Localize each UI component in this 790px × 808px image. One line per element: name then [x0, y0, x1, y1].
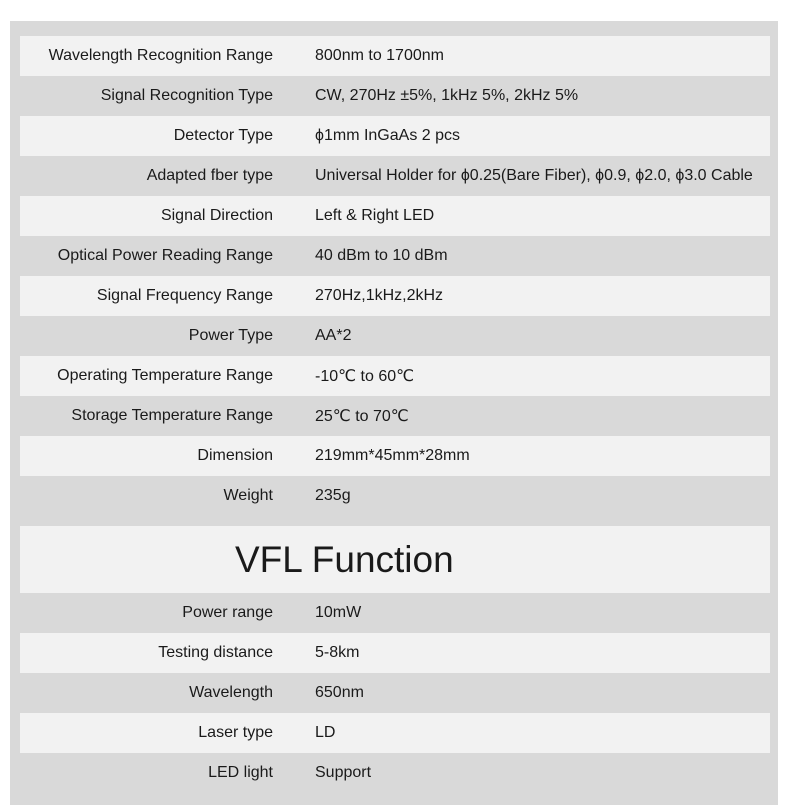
vfl-section-title: VFL Function: [235, 538, 454, 580]
spec-value: 270Hz,1kHz,2kHz: [315, 287, 444, 304]
vfl-label: Wavelength: [189, 684, 273, 701]
spec-label: Wavelength Recognition Range: [48, 47, 273, 64]
section-gap: [20, 516, 770, 526]
vfl-value: 5-8km: [315, 644, 360, 661]
vfl-label: Testing distance: [158, 644, 273, 661]
spec-label: Adapted fber type: [146, 167, 273, 184]
spec-row: [20, 116, 770, 156]
spec-value: 25℃ to 70℃: [315, 408, 409, 425]
spec-row: [20, 156, 770, 196]
spec-row: [20, 196, 770, 236]
spec-label: Storage Temperature Range: [71, 407, 273, 424]
vfl-value: Support: [315, 764, 372, 781]
vfl-label: Power range: [182, 604, 273, 621]
spec-table-frame: [10, 21, 778, 805]
spec-row: [20, 436, 770, 476]
spec-label: Signal Direction: [160, 207, 273, 224]
spec-row: [20, 276, 770, 316]
spec-label: Optical Power Reading Range: [57, 247, 273, 264]
spec-value: -10℃ to 60℃: [315, 368, 415, 385]
spec-row: [20, 356, 770, 396]
spec-value: 235g: [315, 487, 351, 504]
vfl-label: Laser type: [198, 724, 273, 741]
spec-row: [20, 76, 770, 116]
spec-label: Signal Frequency Range: [96, 287, 273, 304]
vfl-row: [20, 633, 770, 673]
spec-table: [20, 36, 770, 793]
spec-value: 219mm*45mm*28mm: [315, 447, 470, 464]
vfl-value: 10mW: [315, 604, 362, 621]
spec-label: Power Type: [188, 327, 273, 344]
vfl-value: LD: [315, 724, 336, 741]
vfl-label: LED light: [208, 764, 273, 781]
spec-label: Signal Recognition Type: [100, 87, 273, 104]
spec-label: Weight: [223, 487, 273, 504]
spec-value: 40 dBm to 10 dBm: [315, 247, 448, 264]
spec-row: [20, 236, 770, 276]
spec-value: AA*2: [315, 327, 352, 344]
spec-label: Operating Temperature Range: [57, 367, 273, 384]
vfl-row: [20, 713, 770, 753]
vfl-section-heading: [20, 526, 770, 593]
spec-label: Dimension: [197, 447, 273, 464]
vfl-row: [20, 593, 770, 633]
spec-value: Universal Holder for ϕ0.25(Bare Fiber), ϕ0.9, ϕ2.0, ϕ3.0 Cable: [315, 167, 753, 184]
spec-value: ϕ1mm InGaAs 2 pcs: [315, 127, 461, 144]
vfl-row: [20, 753, 770, 793]
vfl-value: 650nm: [315, 684, 364, 701]
vfl-row: [20, 673, 770, 713]
spec-value: 800nm to 1700nm: [315, 47, 444, 64]
spec-value: CW, 270Hz ±5%, 1kHz 5%, 2kHz 5%: [315, 87, 579, 104]
spec-row: [20, 476, 770, 516]
spec-row: [20, 396, 770, 436]
spec-row: [20, 36, 770, 76]
spec-row: [20, 316, 770, 356]
spec-label: Detector Type: [173, 127, 273, 144]
spec-value: Left & Right LED: [315, 207, 435, 224]
